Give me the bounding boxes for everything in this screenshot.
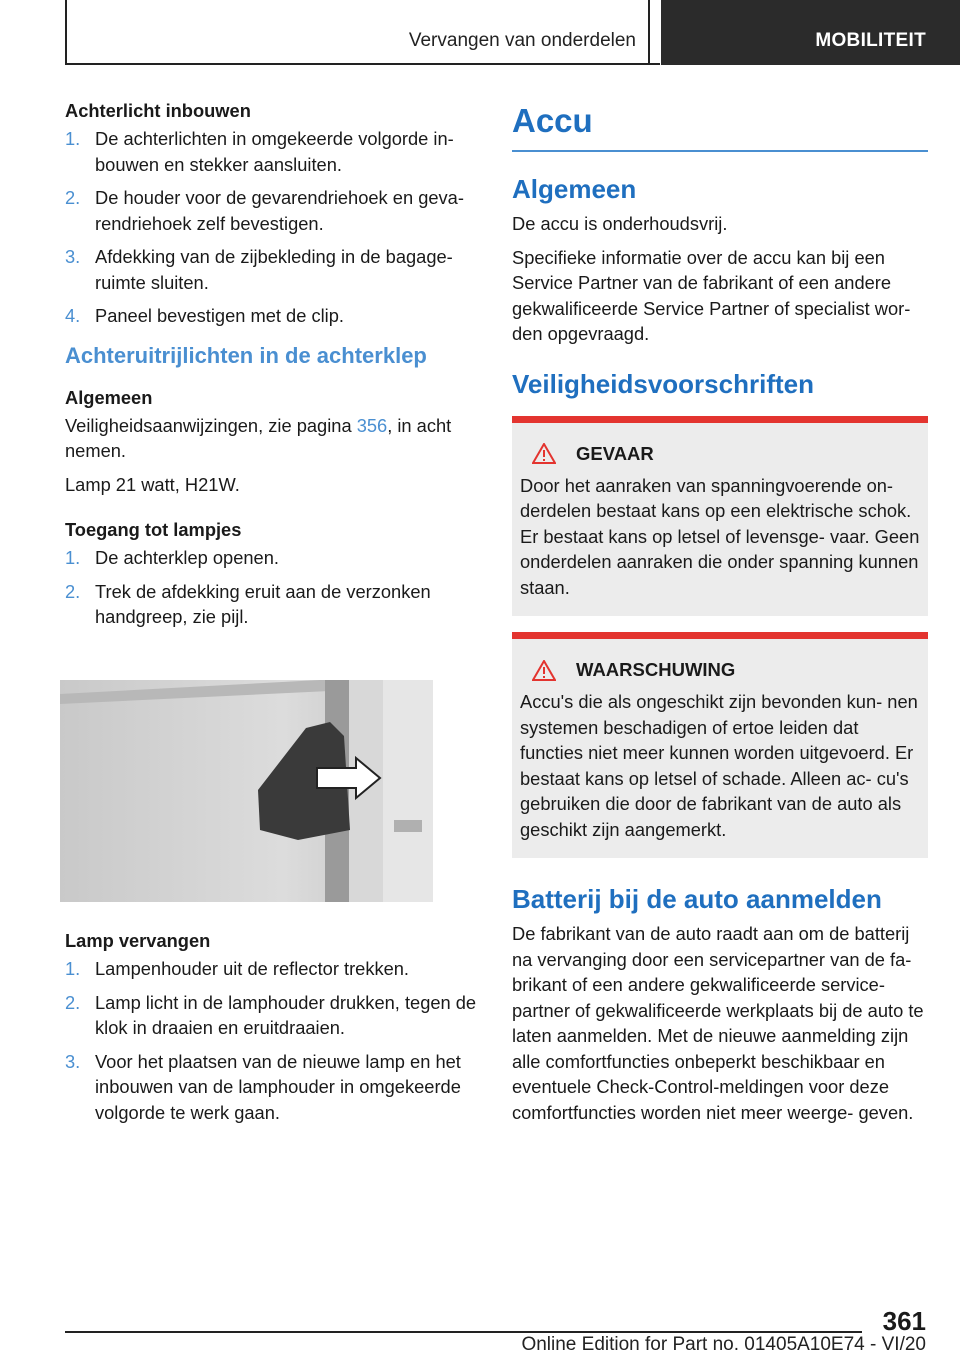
chapter-tab[interactable] bbox=[661, 0, 960, 65]
subheading-toegang: Toegang tot lampjes bbox=[65, 519, 242, 540]
heading-veiligheid: Veiligheidsvoorschriften bbox=[512, 368, 814, 399]
step-text: Voor het plaatsen van de nieuwe lamp en het inbouwen van de lamphouder in omgekeerde volgorde te werk gaan. bbox=[95, 1050, 461, 1123]
step-number: 1. bbox=[65, 128, 81, 149]
safety-reference bbox=[65, 413, 477, 464]
page-link[interactable]: 356 bbox=[356, 414, 388, 436]
step-text: De achterklep openen. bbox=[95, 547, 279, 568]
section-title: Vervangen van onderdelen bbox=[408, 30, 636, 51]
warning-triangle-icon bbox=[532, 660, 556, 681]
heading-rule bbox=[512, 150, 928, 152]
footer-edition: Online Edition for Part no. 01405A10E74 - VI/20 bbox=[521, 1334, 926, 1355]
heading-accu: Accu bbox=[512, 102, 593, 139]
list-item bbox=[65, 956, 477, 982]
header-rule-left bbox=[65, 0, 67, 65]
steps-achterlicht bbox=[65, 126, 477, 329]
accu-maintenance-text: De accu is onderhoudsvrij. bbox=[512, 213, 728, 234]
header-rule-right bbox=[648, 0, 650, 65]
step-number: 4. bbox=[65, 305, 81, 326]
list-item bbox=[65, 244, 477, 295]
step-text: Afdekking van de zijbekleding in de bagage- ruimte sluiten. bbox=[95, 246, 453, 293]
tailgate-cover-photo bbox=[60, 680, 433, 902]
list-item bbox=[65, 185, 477, 236]
subheading-algemeen: Algemeen bbox=[65, 386, 153, 408]
step-text: Lamp licht in de lamphouder drukken, tegen de klok in draaien en eruitdraaien. bbox=[95, 991, 477, 1038]
chapter-tab-label: MOBILITEIT bbox=[815, 30, 926, 51]
danger-text: Door het aanraken van spanningvoerende on- derdelen bestaat kans op een elektrische schok. Er bestaat kans op letsel of levensge- vaar. Geen onderdelen aanraken die onder spanning kunnen staan. bbox=[520, 474, 920, 598]
heading-algemeen: Algemeen bbox=[512, 174, 637, 204]
safety-text: Veiligheidsaanwijzingen, zie pagina bbox=[65, 414, 357, 436]
heading-batterij: Batterij bij de auto aanmelden bbox=[512, 884, 882, 914]
step-text: Paneel bevestigen met de clip. bbox=[95, 305, 344, 326]
step-number: 3. bbox=[65, 1050, 81, 1072]
right-column bbox=[512, 100, 928, 1133]
danger-box bbox=[512, 416, 928, 617]
step-number: 1. bbox=[65, 547, 81, 568]
list-item bbox=[65, 1049, 477, 1126]
steps-toegang bbox=[65, 545, 477, 630]
step-number: 2. bbox=[65, 991, 81, 1013]
page-number: 361 bbox=[882, 1306, 926, 1336]
list-item bbox=[65, 990, 477, 1041]
warning-triangle-icon bbox=[532, 443, 556, 464]
accu-info-text: Specifieke informatie over de accu kan bij een Service Partner van de fabrikant of een andere gekwalificeerde Service Partner of specialist wor- den opgevraagd. bbox=[512, 246, 911, 344]
danger-label: GEVAAR bbox=[576, 442, 654, 464]
danger-title bbox=[520, 443, 920, 465]
step-text: De houder voor de gevarendriehoek en geva- rendriehoek zelf bevestigen. bbox=[95, 187, 464, 234]
footer-rule bbox=[65, 1331, 862, 1333]
left-column bbox=[65, 100, 477, 644]
safety-text-end: , in acht nemen. bbox=[65, 414, 452, 461]
warning-label: WAARSCHUWING bbox=[576, 659, 736, 680]
list-item bbox=[65, 545, 477, 571]
step-number: 1. bbox=[65, 958, 81, 979]
step-number: 2. bbox=[65, 580, 81, 602]
warning-box bbox=[512, 632, 928, 858]
left-column-lower bbox=[65, 930, 477, 1139]
list-item bbox=[65, 126, 477, 177]
header-rule bbox=[65, 63, 660, 65]
list-item bbox=[65, 579, 477, 630]
warning-title bbox=[520, 659, 920, 681]
step-number: 2. bbox=[65, 187, 81, 208]
heading-achteruitrijlichten: Achteruitrijlichten in de achterklep bbox=[65, 342, 427, 368]
batterij-text: De fabrikant van de auto raadt aan om de batterij na vervanging door een servicepartner van de fa- brikant of een andere gekwalificeerde service- partner of gekwalificeerde werkplaats bij de auto te laten aanmelden. Met de nieuwe aanmelding zijn alle comfortfuncties onbeperkt beschikbaar en eventuele Check-Control-meldingen voor deze comfortfuncties worden niet meer weerge- geven. bbox=[512, 923, 924, 1123]
list-item bbox=[65, 303, 477, 329]
step-text: De achterlichten in omgekeerde volgorde in- bouwen en stekker aansluiten. bbox=[95, 128, 454, 175]
subheading-achterlicht: Achterlicht inbouwen bbox=[65, 100, 251, 121]
step-text: Trek de afdekking eruit aan de verzonken handgreep, zie pijl. bbox=[95, 580, 431, 627]
lamp-spec: Lamp 21 watt, H21W. bbox=[65, 473, 240, 495]
step-number: 3. bbox=[65, 246, 81, 267]
step-text: Lampenhouder uit de reflector trekken. bbox=[95, 958, 410, 979]
steps-lamp-vervangen bbox=[65, 956, 477, 1125]
warning-text: Accu's die als ongeschikt zijn bevonden kun- nen systemen beschadigen of ertoe leiden dat functies niet meer kunnen worden uitgevoerd. Er bestaat kans op letsel of schade. Alleen ac- cu's gebruiken die door de fabrikant van de auto als geschikt zijn aangemerkt. bbox=[520, 691, 918, 840]
subheading-lamp-vervangen: Lamp vervangen bbox=[65, 930, 211, 951]
